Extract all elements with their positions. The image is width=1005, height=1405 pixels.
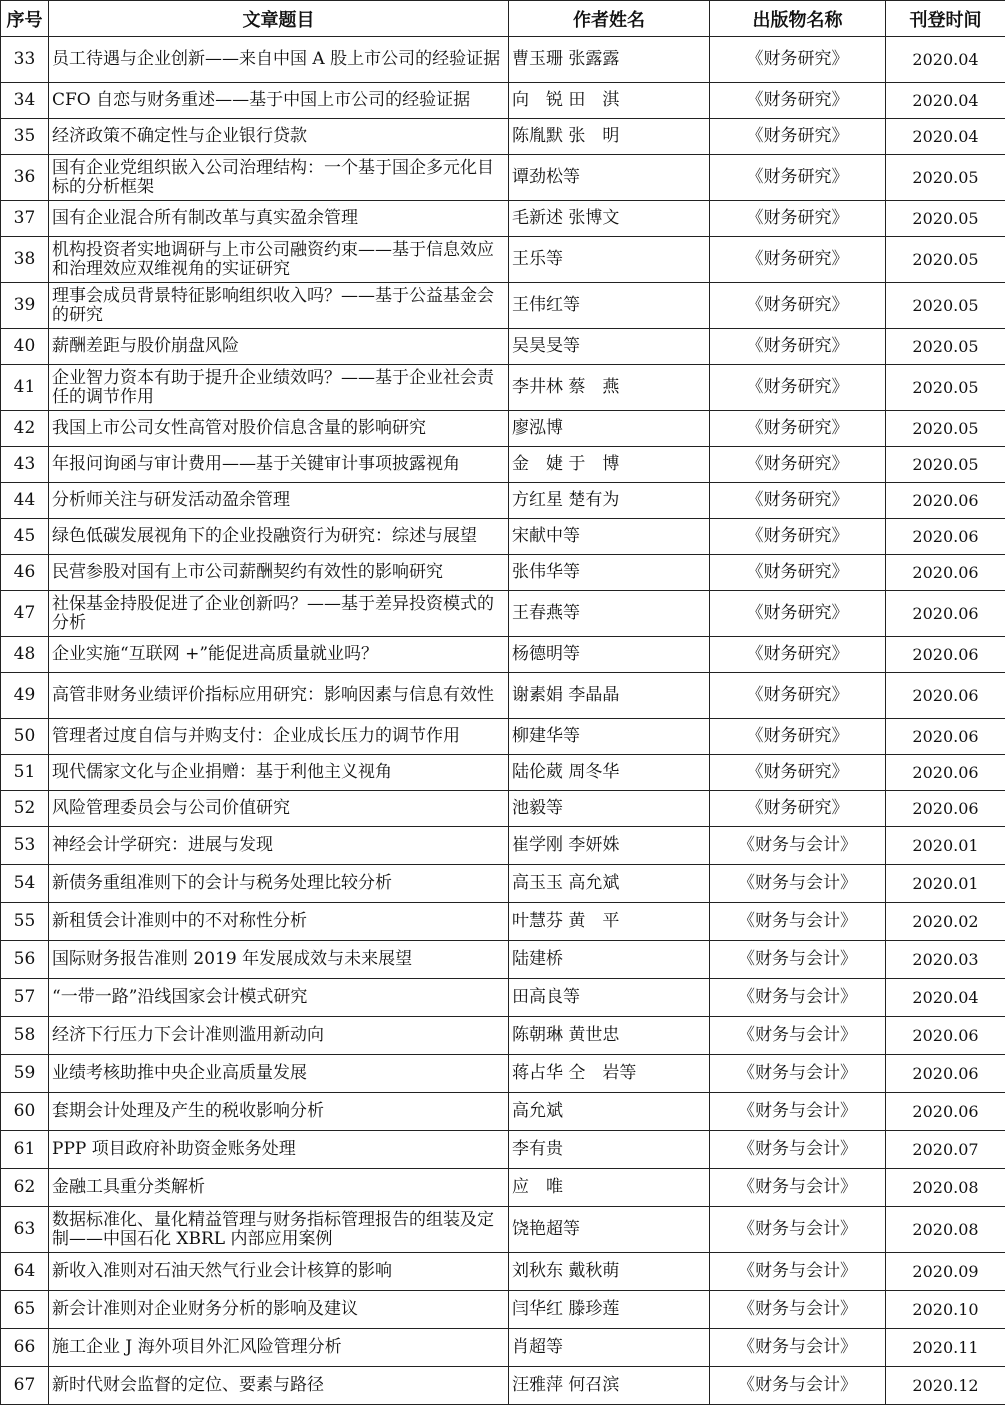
row-date: 2020.05 (886, 447, 1005, 483)
row-publication: 《财务研究》 (710, 591, 886, 637)
table-row (1, 37, 1005, 83)
row-publication: 《财务研究》 (710, 791, 886, 827)
row-date: 2020.01 (886, 827, 1005, 865)
row-no: 59 (1, 1055, 49, 1093)
row-publication: 《财务研究》 (710, 365, 886, 411)
row-title: 新时代财会监督的定位、要素与路径 (49, 1367, 509, 1405)
header-no: 序号 (1, 1, 49, 37)
row-no: 44 (1, 483, 49, 519)
row-author: 吴昊旻等 (509, 329, 710, 365)
row-no: 64 (1, 1253, 49, 1291)
row-no: 34 (1, 83, 49, 119)
row-publication: 《财务与会计》 (710, 941, 886, 979)
row-title: 国有企业党组织嵌入公司治理结构：一个基于国企多元化目标的分析框架 (49, 155, 509, 201)
row-title: 国有企业混合所有制改革与真实盈余管理 (49, 201, 509, 237)
row-publication: 《财务研究》 (710, 237, 886, 283)
row-no: 33 (1, 37, 49, 83)
row-no: 40 (1, 329, 49, 365)
row-date: 2020.05 (886, 155, 1005, 201)
row-author: 谢素娟 李晶晶 (509, 673, 710, 719)
row-publication: 《财务研究》 (710, 637, 886, 673)
row-no: 58 (1, 1017, 49, 1055)
row-publication: 《财务研究》 (710, 201, 886, 237)
row-no: 61 (1, 1131, 49, 1169)
row-author: 汪雅萍 何召滨 (509, 1367, 710, 1405)
row-date: 2020.04 (886, 37, 1005, 83)
row-author: 陈胤默 张 明 (509, 119, 710, 155)
row-author: 应 唯 (509, 1169, 710, 1207)
row-title: “一带一路”沿线国家会计模式研究 (49, 979, 509, 1017)
row-no: 49 (1, 673, 49, 719)
row-title: 套期会计处理及产生的税收影响分析 (49, 1093, 509, 1131)
row-author: 方红星 楚有为 (509, 483, 710, 519)
table-row (1, 591, 1005, 637)
row-publication: 《财务与会计》 (710, 1367, 886, 1405)
table-row (1, 83, 1005, 119)
row-date: 2020.05 (886, 411, 1005, 447)
row-date: 2020.06 (886, 519, 1005, 555)
row-publication: 《财务研究》 (710, 283, 886, 329)
row-no: 56 (1, 941, 49, 979)
row-title: 国际财务报告准则 2019 年发展成效与未来展望 (49, 941, 509, 979)
row-author: 高玉玉 高允斌 (509, 865, 710, 903)
row-author: 崔学刚 李妍姝 (509, 827, 710, 865)
row-publication: 《财务研究》 (710, 329, 886, 365)
row-author: 曹玉珊 张露露 (509, 37, 710, 83)
row-publication: 《财务与会计》 (710, 1131, 886, 1169)
row-author: 廖泓博 (509, 411, 710, 447)
row-date: 2020.06 (886, 483, 1005, 519)
row-no: 63 (1, 1207, 49, 1253)
row-title: 企业智力资本有助于提升企业绩效吗？——基于企业社会责任的调节作用 (49, 365, 509, 411)
table-row (1, 1207, 1005, 1253)
row-author: 王伟红等 (509, 283, 710, 329)
row-no: 36 (1, 155, 49, 201)
table-row (1, 155, 1005, 201)
table-row (1, 519, 1005, 555)
row-date: 2020.03 (886, 941, 1005, 979)
row-date: 2020.11 (886, 1329, 1005, 1367)
row-publication: 《财务与会计》 (710, 1329, 886, 1367)
header-title: 文章题目 (49, 1, 509, 37)
row-author: 叶慧芬 黄 平 (509, 903, 710, 941)
row-author: 李有贵 (509, 1131, 710, 1169)
row-title: 经济政策不确定性与企业银行贷款 (49, 119, 509, 155)
table-row (1, 903, 1005, 941)
table-row (1, 1253, 1005, 1291)
row-title: 员工待遇与企业创新——来自中国 A 股上市公司的经验证据 (49, 37, 509, 83)
row-author: 刘秋东 戴秋萌 (509, 1253, 710, 1291)
row-title: 新租赁会计准则中的不对称性分析 (49, 903, 509, 941)
row-date: 2020.05 (886, 329, 1005, 365)
table-row (1, 719, 1005, 755)
row-title: 施工企业 J 海外项目外汇风险管理分析 (49, 1329, 509, 1367)
table-row (1, 365, 1005, 411)
row-publication: 《财务与会计》 (710, 1055, 886, 1093)
row-author: 杨德明等 (509, 637, 710, 673)
row-no: 47 (1, 591, 49, 637)
table-row (1, 941, 1005, 979)
row-no: 37 (1, 201, 49, 237)
row-date: 2020.12 (886, 1367, 1005, 1405)
row-publication: 《财务与会计》 (710, 903, 886, 941)
table-row (1, 1131, 1005, 1169)
row-date: 2020.07 (886, 1131, 1005, 1169)
row-publication: 《财务与会计》 (710, 979, 886, 1017)
row-publication: 《财务研究》 (710, 673, 886, 719)
table-row (1, 555, 1005, 591)
table-row (1, 283, 1005, 329)
row-publication: 《财务研究》 (710, 411, 886, 447)
row-title: 现代儒家文化与企业捐赠：基于利他主义视角 (49, 755, 509, 791)
row-publication: 《财务与会计》 (710, 865, 886, 903)
row-author: 高允斌 (509, 1093, 710, 1131)
row-date: 2020.02 (886, 903, 1005, 941)
row-title: 管理者过度自信与并购支付：企业成长压力的调节作用 (49, 719, 509, 755)
row-author: 池毅等 (509, 791, 710, 827)
row-date: 2020.05 (886, 365, 1005, 411)
row-publication: 《财务与会计》 (710, 1093, 886, 1131)
table-row (1, 755, 1005, 791)
row-title: 业绩考核助推中央企业高质量发展 (49, 1055, 509, 1093)
header-author: 作者姓名 (509, 1, 710, 37)
row-title: 神经会计学研究：进展与发现 (49, 827, 509, 865)
row-title: 年报问询函与审计费用——基于关键审计事项披露视角 (49, 447, 509, 483)
row-date: 2020.04 (886, 83, 1005, 119)
row-date: 2020.06 (886, 1093, 1005, 1131)
row-no: 51 (1, 755, 49, 791)
row-no: 52 (1, 791, 49, 827)
row-title: 新会计准则对企业财务分析的影响及建议 (49, 1291, 509, 1329)
row-title: 我国上市公司女性高管对股价信息含量的影响研究 (49, 411, 509, 447)
table-row (1, 119, 1005, 155)
row-author: 柳建华等 (509, 719, 710, 755)
row-title: 风险管理委员会与公司价值研究 (49, 791, 509, 827)
row-author: 陆伦葳 周冬华 (509, 755, 710, 791)
row-date: 2020.08 (886, 1207, 1005, 1253)
row-publication: 《财务与会计》 (710, 1017, 886, 1055)
table-row (1, 979, 1005, 1017)
row-no: 54 (1, 865, 49, 903)
row-publication: 《财务研究》 (710, 37, 886, 83)
row-publication: 《财务与会计》 (710, 827, 886, 865)
table-row (1, 1093, 1005, 1131)
row-publication: 《财务研究》 (710, 519, 886, 555)
row-no: 67 (1, 1367, 49, 1405)
table-row (1, 329, 1005, 365)
row-publication: 《财务研究》 (710, 755, 886, 791)
table-row (1, 1329, 1005, 1367)
row-date: 2020.06 (886, 555, 1005, 591)
row-publication: 《财务与会计》 (710, 1253, 886, 1291)
row-title: CFO 自恋与财务重述——基于中国上市公司的经验证据 (49, 83, 509, 119)
header-date: 刊登时间 (886, 1, 1005, 37)
table-row (1, 237, 1005, 283)
row-date: 2020.10 (886, 1291, 1005, 1329)
row-date: 2020.06 (886, 791, 1005, 827)
table-row (1, 483, 1005, 519)
row-publication: 《财务与会计》 (710, 1169, 886, 1207)
row-date: 2020.09 (886, 1253, 1005, 1291)
table-row (1, 1169, 1005, 1207)
row-author: 闫华红 滕珍莲 (509, 1291, 710, 1329)
row-author: 蒋占华 仝 岩等 (509, 1055, 710, 1093)
row-no: 66 (1, 1329, 49, 1367)
row-no: 62 (1, 1169, 49, 1207)
header-publication: 出版物名称 (710, 1, 886, 37)
row-publication: 《财务研究》 (710, 119, 886, 155)
row-date: 2020.05 (886, 237, 1005, 283)
row-date: 2020.06 (886, 719, 1005, 755)
row-publication: 《财务研究》 (710, 155, 886, 201)
row-title: 社保基金持股促进了企业创新吗？——基于差异投资模式的分析 (49, 591, 509, 637)
table-row (1, 411, 1005, 447)
row-author: 饶艳超等 (509, 1207, 710, 1253)
row-no: 55 (1, 903, 49, 941)
table-row (1, 447, 1005, 483)
row-no: 42 (1, 411, 49, 447)
row-author: 宋献中等 (509, 519, 710, 555)
row-author: 向 锐 田 淇 (509, 83, 710, 119)
row-publication: 《财务研究》 (710, 555, 886, 591)
row-author: 陈朝琳 黄世忠 (509, 1017, 710, 1055)
header-row (1, 1, 1005, 37)
row-publication: 《财务研究》 (710, 719, 886, 755)
row-date: 2020.04 (886, 979, 1005, 1017)
row-no: 39 (1, 283, 49, 329)
table-row (1, 791, 1005, 827)
table-row (1, 637, 1005, 673)
row-date: 2020.05 (886, 201, 1005, 237)
table-row (1, 201, 1005, 237)
row-title: 机构投资者实地调研与上市公司融资约束——基于信息效应和治理效应双维视角的实证研究 (49, 237, 509, 283)
row-publication: 《财务与会计》 (710, 1291, 886, 1329)
row-title: 数据标准化、量化精益管理与财务指标管理报告的组装及定制——中国石化 XBRL 内部应用案例 (49, 1207, 509, 1253)
row-no: 38 (1, 237, 49, 283)
row-date: 2020.08 (886, 1169, 1005, 1207)
row-publication: 《财务研究》 (710, 447, 886, 483)
row-title: 新债务重组准则下的会计与税务处理比较分析 (49, 865, 509, 903)
row-title: 绿色低碳发展视角下的企业投融资行为研究：综述与展望 (49, 519, 509, 555)
row-no: 57 (1, 979, 49, 1017)
row-no: 41 (1, 365, 49, 411)
row-title: 新收入准则对石油天然气行业会计核算的影响 (49, 1253, 509, 1291)
row-author: 陆建桥 (509, 941, 710, 979)
row-no: 45 (1, 519, 49, 555)
row-publication: 《财务与会计》 (710, 1207, 886, 1253)
table-row (1, 1017, 1005, 1055)
row-no: 35 (1, 119, 49, 155)
table-row (1, 1291, 1005, 1329)
row-author: 王乐等 (509, 237, 710, 283)
row-no: 53 (1, 827, 49, 865)
row-date: 2020.04 (886, 119, 1005, 155)
row-no: 60 (1, 1093, 49, 1131)
row-author: 毛新述 张博文 (509, 201, 710, 237)
row-title: 高管非财务业绩评价指标应用研究：影响因素与信息有效性 (49, 673, 509, 719)
row-title: 薪酬差距与股价崩盘风险 (49, 329, 509, 365)
row-author: 谭劲松等 (509, 155, 710, 201)
row-title: 分析师关注与研发活动盈余管理 (49, 483, 509, 519)
row-title: 企业实施“互联网 +”能促进高质量就业吗？ (49, 637, 509, 673)
row-date: 2020.06 (886, 755, 1005, 791)
row-title: 金融工具重分类解析 (49, 1169, 509, 1207)
row-author: 田高良等 (509, 979, 710, 1017)
row-author: 李井林 蔡 燕 (509, 365, 710, 411)
row-date: 2020.06 (886, 637, 1005, 673)
row-no: 50 (1, 719, 49, 755)
row-no: 43 (1, 447, 49, 483)
row-date: 2020.05 (886, 283, 1005, 329)
row-publication: 《财务研究》 (710, 83, 886, 119)
row-date: 2020.01 (886, 865, 1005, 903)
table-row (1, 865, 1005, 903)
row-no: 46 (1, 555, 49, 591)
row-author: 金 婕 于 博 (509, 447, 710, 483)
row-date: 2020.06 (886, 673, 1005, 719)
row-no: 48 (1, 637, 49, 673)
row-title: 民营参股对国有上市公司薪酬契约有效性的影响研究 (49, 555, 509, 591)
row-author: 肖超等 (509, 1329, 710, 1367)
row-author: 张伟华等 (509, 555, 710, 591)
row-date: 2020.06 (886, 1017, 1005, 1055)
row-date: 2020.06 (886, 591, 1005, 637)
row-no: 65 (1, 1291, 49, 1329)
table-row (1, 827, 1005, 865)
row-title: 经济下行压力下会计准则滥用新动向 (49, 1017, 509, 1055)
row-title: PPP 项目政府补助资金账务处理 (49, 1131, 509, 1169)
row-author: 王春燕等 (509, 591, 710, 637)
row-publication: 《财务研究》 (710, 483, 886, 519)
table-row (1, 1055, 1005, 1093)
row-date: 2020.06 (886, 1055, 1005, 1093)
table-row (1, 673, 1005, 719)
row-title: 理事会成员背景特征影响组织收入吗？——基于公益基金会的研究 (49, 283, 509, 329)
